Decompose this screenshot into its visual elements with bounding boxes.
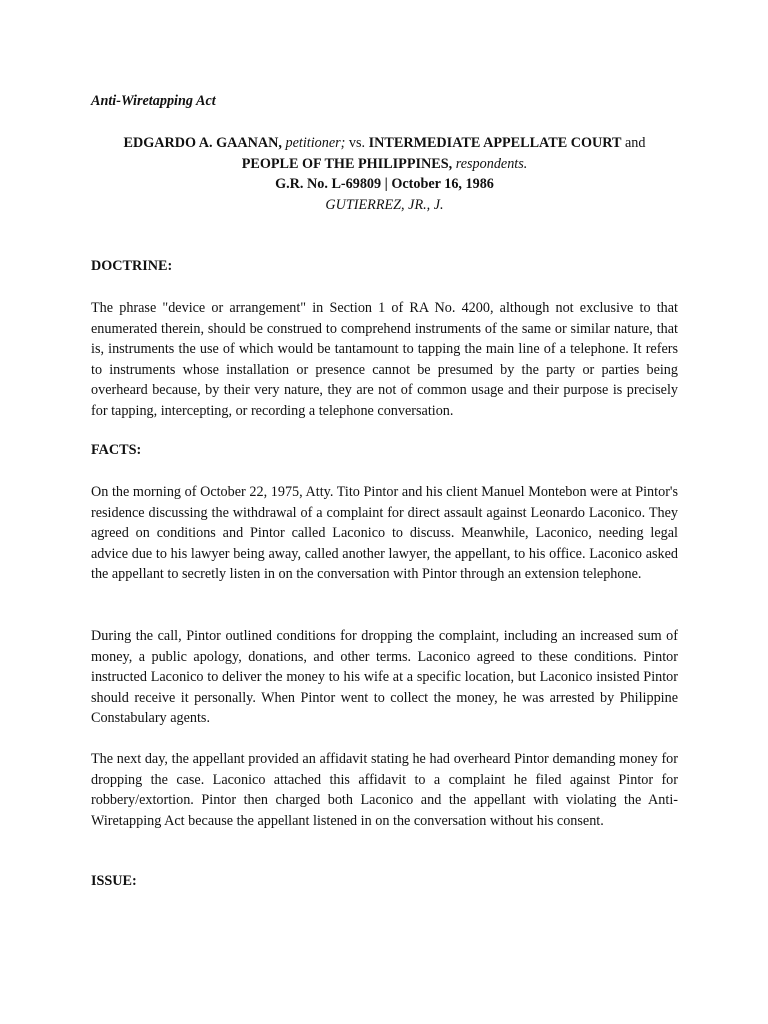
facts-heading: FACTS: (91, 442, 142, 458)
petitioner-name: EDGARDO A. GAANAN, (123, 135, 282, 151)
petitioner-role: petitioner; (285, 135, 346, 151)
issue-heading: ISSUE: (91, 873, 137, 889)
caption-line-2 (91, 154, 678, 175)
facts-paragraph-1: On the morning of October 22, 1975, Atty. Tito Pintor and his client Manuel Montebon were at Pintor's residence discussing the withdrawal of a complaint for direct assault against Leonardo Laconico. They agreed on conditions and Pintor called Laconico to discuss. Meanwhile, Laconico, needing legal advice due to his lawyer being away, called another lawyer, the appellant, to his office. Laconico asked the appellant to secretly listen in on the conversation with Pintor through an extension telephone. (91, 484, 678, 583)
versus-text: vs. (348, 135, 366, 151)
facts-paragraph-3: The next day, the appellant provided an affidavit stating he had overheard Pintor demanding money for dropping the case. Laconico attached this affidavit to a complaint he filed against Pintor for robbery/extortion. Pintor then charged both Laconico and the appellant with violating the Anti-Wiretapping Act because the appellant listened in on the conversation without his consent. (91, 751, 678, 829)
ponente: GUTIERREZ, JR., J. (325, 197, 444, 214)
caption-line-3 (91, 174, 678, 195)
doctrine-paragraph: The phrase "device or arrangement" in Section 1 of RA No. 4200, although not exclusive to that enumerated therein, should be construed to comprehend instruments of the same or similar nature, that is, instruments the use of which would be tantamount to tapping the main line of a telephone. It refers to instruments whose installation or presence cannot be presumed by the party or parties being overheard because, by their very nature, they are not of common usage and their purpose is precisely for tapping, intercepting, or recording a telephone conversation. (91, 300, 678, 419)
subject-title: Anti-Wiretapping Act (91, 93, 216, 109)
facts-paragraph-2: During the call, Pintor outlined conditions for dropping the complaint, including an increased sum of money, a public apology, donations, and other terms. Laconico agreed to these conditions. Pintor instructed Laconico to deliver the money to his wife at a specific location, but Laconico insisted Pintor should receive it personally. When Pintor went to collect the money, he was arrested by Philippine Constabulary agents. (91, 628, 678, 727)
conjunction-text: and (625, 135, 646, 151)
case-number-date: G.R. No. L-69809 | October 16, 1986 (275, 176, 494, 193)
respondent-role: respondents. (455, 155, 528, 172)
caption-line-4 (91, 195, 678, 216)
case-caption (91, 133, 678, 216)
respondent-people: PEOPLE OF THE PHILIPPINES, (241, 155, 453, 172)
doctrine-heading: DOCTRINE: (91, 258, 173, 274)
caption-line-1 (91, 133, 678, 154)
respondent-court: INTERMEDIATE APPELLATE COURT (368, 135, 622, 151)
